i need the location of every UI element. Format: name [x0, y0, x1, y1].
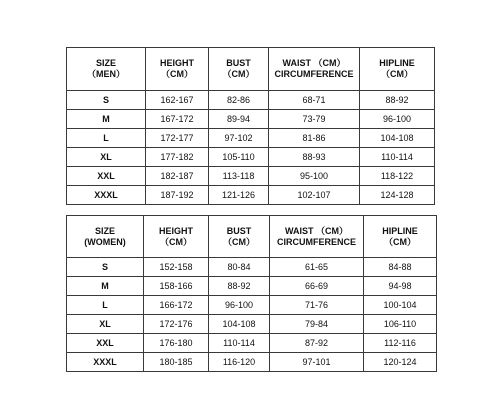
bust-cell: 113-118: [209, 167, 269, 186]
men-header-size-sub: （MEN）: [87, 69, 125, 79]
bust-cell: 97-102: [209, 129, 269, 148]
hipline-cell: 120-124: [364, 353, 437, 372]
hipline-cell: 110-114: [360, 148, 435, 167]
bust-cell: 116-120: [209, 353, 270, 372]
table-row: [67, 129, 435, 148]
waist-cell: 81-86: [269, 129, 360, 148]
waist-cell: 66-69: [270, 277, 364, 296]
height-cell: 166-172: [144, 296, 209, 315]
men-header-height: [146, 48, 209, 91]
men-header-size-label: SIZE: [95, 58, 116, 68]
hipline-cell: 88-92: [360, 91, 435, 110]
waist-cell: 102-107: [269, 186, 360, 205]
hipline-cell: 96-100: [360, 110, 435, 129]
waist-cell: 79-84: [270, 315, 364, 334]
height-cell: 152-158: [144, 258, 209, 277]
men-header-bust: [209, 48, 269, 91]
waist-cell: 68-71: [269, 91, 360, 110]
height-cell: 167-172: [146, 110, 209, 129]
men-header-waist: [269, 48, 360, 91]
waist-cell: 73-79: [269, 110, 360, 129]
women-size-table: [66, 215, 437, 372]
waist-cell: 95-100: [269, 167, 360, 186]
men-header-waist-label: WAIST （CM）: [282, 58, 346, 68]
men-header-size: [67, 48, 146, 91]
size-cell: XXL: [67, 334, 144, 353]
hipline-cell: 106-110: [364, 315, 437, 334]
table-row: [67, 353, 437, 372]
women-header-hipline: [364, 216, 437, 258]
bust-cell: 89-94: [209, 110, 269, 129]
men-header-bust-label: BUST: [226, 58, 251, 68]
bust-cell: 80-84: [209, 258, 270, 277]
height-cell: 172-177: [146, 129, 209, 148]
men-header-height-unit: （CM）: [161, 69, 193, 79]
table-row: [67, 277, 437, 296]
size-cell: XL: [67, 148, 146, 167]
women-header-row: [67, 216, 437, 258]
waist-cell: 88-93: [269, 148, 360, 167]
size-cell: XXL: [67, 167, 146, 186]
women-header-waist-sub: CIRCUMFERENCE: [276, 236, 356, 247]
hipline-cell: 100-104: [364, 296, 437, 315]
table-row: [67, 296, 437, 315]
men-header-bust-unit: （CM）: [222, 69, 255, 79]
men-size-table: [66, 47, 435, 205]
bust-cell: 82-86: [209, 91, 269, 110]
women-header-bust-label: BUST: [226, 225, 252, 236]
size-cell: L: [67, 129, 146, 148]
size-cell: L: [67, 296, 144, 315]
height-cell: 172-176: [144, 315, 209, 334]
bust-cell: 110-114: [209, 334, 270, 353]
waist-cell: 61-65: [270, 258, 364, 277]
men-header-waist-sub: CIRCUMFERENCE: [274, 69, 354, 79]
women-header-waist: [270, 216, 364, 258]
size-cell: M: [67, 277, 144, 296]
size-cell: XXXL: [67, 186, 146, 205]
waist-cell: 97-101: [270, 353, 364, 372]
table-row: [67, 91, 435, 110]
men-header-hipline: [360, 48, 435, 91]
bust-cell: 121-126: [209, 186, 269, 205]
women-header-size: [67, 216, 144, 258]
men-header-row: [67, 48, 435, 91]
height-cell: 162-167: [146, 91, 209, 110]
women-header-height-label: HEIGHT: [158, 225, 193, 236]
height-cell: 176-180: [144, 334, 209, 353]
table-row: [67, 315, 437, 334]
size-cell: XXXL: [67, 353, 144, 372]
table-row: [67, 167, 435, 186]
bust-cell: 104-108: [209, 315, 270, 334]
size-cell: XL: [67, 315, 144, 334]
hipline-cell: 112-116: [364, 334, 437, 353]
bust-cell: 96-100: [209, 296, 270, 315]
hipline-cell: 104-108: [360, 129, 435, 148]
men-header-hipline-unit: （CM）: [381, 69, 413, 79]
height-cell: 182-187: [146, 167, 209, 186]
women-header-height: [144, 216, 209, 258]
table-row: [67, 334, 437, 353]
size-cell: S: [67, 91, 146, 110]
table-row: [67, 148, 435, 167]
women-header-bust-unit: （CM）: [223, 236, 255, 247]
women-header-hipline-unit: （CM）: [384, 236, 416, 247]
women-header-bust: [209, 216, 270, 258]
waist-cell: 71-76: [270, 296, 364, 315]
table-row: [67, 258, 437, 277]
table-row: [67, 186, 435, 205]
size-cell: S: [67, 258, 144, 277]
women-header-waist-label: WAIST （CM）: [285, 225, 348, 236]
height-cell: 180-185: [144, 353, 209, 372]
men-header-hipline-label: HIPLINE: [379, 58, 415, 68]
women-header-height-unit: （CM）: [160, 236, 192, 247]
height-cell: 187-192: [146, 186, 209, 205]
men-header-height-label: HEIGHT: [159, 58, 194, 68]
hipline-cell: 118-122: [360, 167, 435, 186]
hipline-cell: 124-128: [360, 186, 435, 205]
height-cell: 177-182: [146, 148, 209, 167]
bust-cell: 105-110: [209, 148, 269, 167]
table-row: [67, 110, 435, 129]
hipline-cell: 94-98: [364, 277, 437, 296]
size-cell: M: [67, 110, 146, 129]
hipline-cell: 84-88: [364, 258, 437, 277]
bust-cell: 88-92: [209, 277, 270, 296]
waist-cell: 87-92: [270, 334, 364, 353]
height-cell: 158-166: [144, 277, 209, 296]
women-header-size-sub: (WOMEN): [84, 236, 126, 247]
women-header-size-label: SIZE: [94, 225, 115, 236]
women-header-hipline-label: HIPLINE: [382, 225, 418, 236]
